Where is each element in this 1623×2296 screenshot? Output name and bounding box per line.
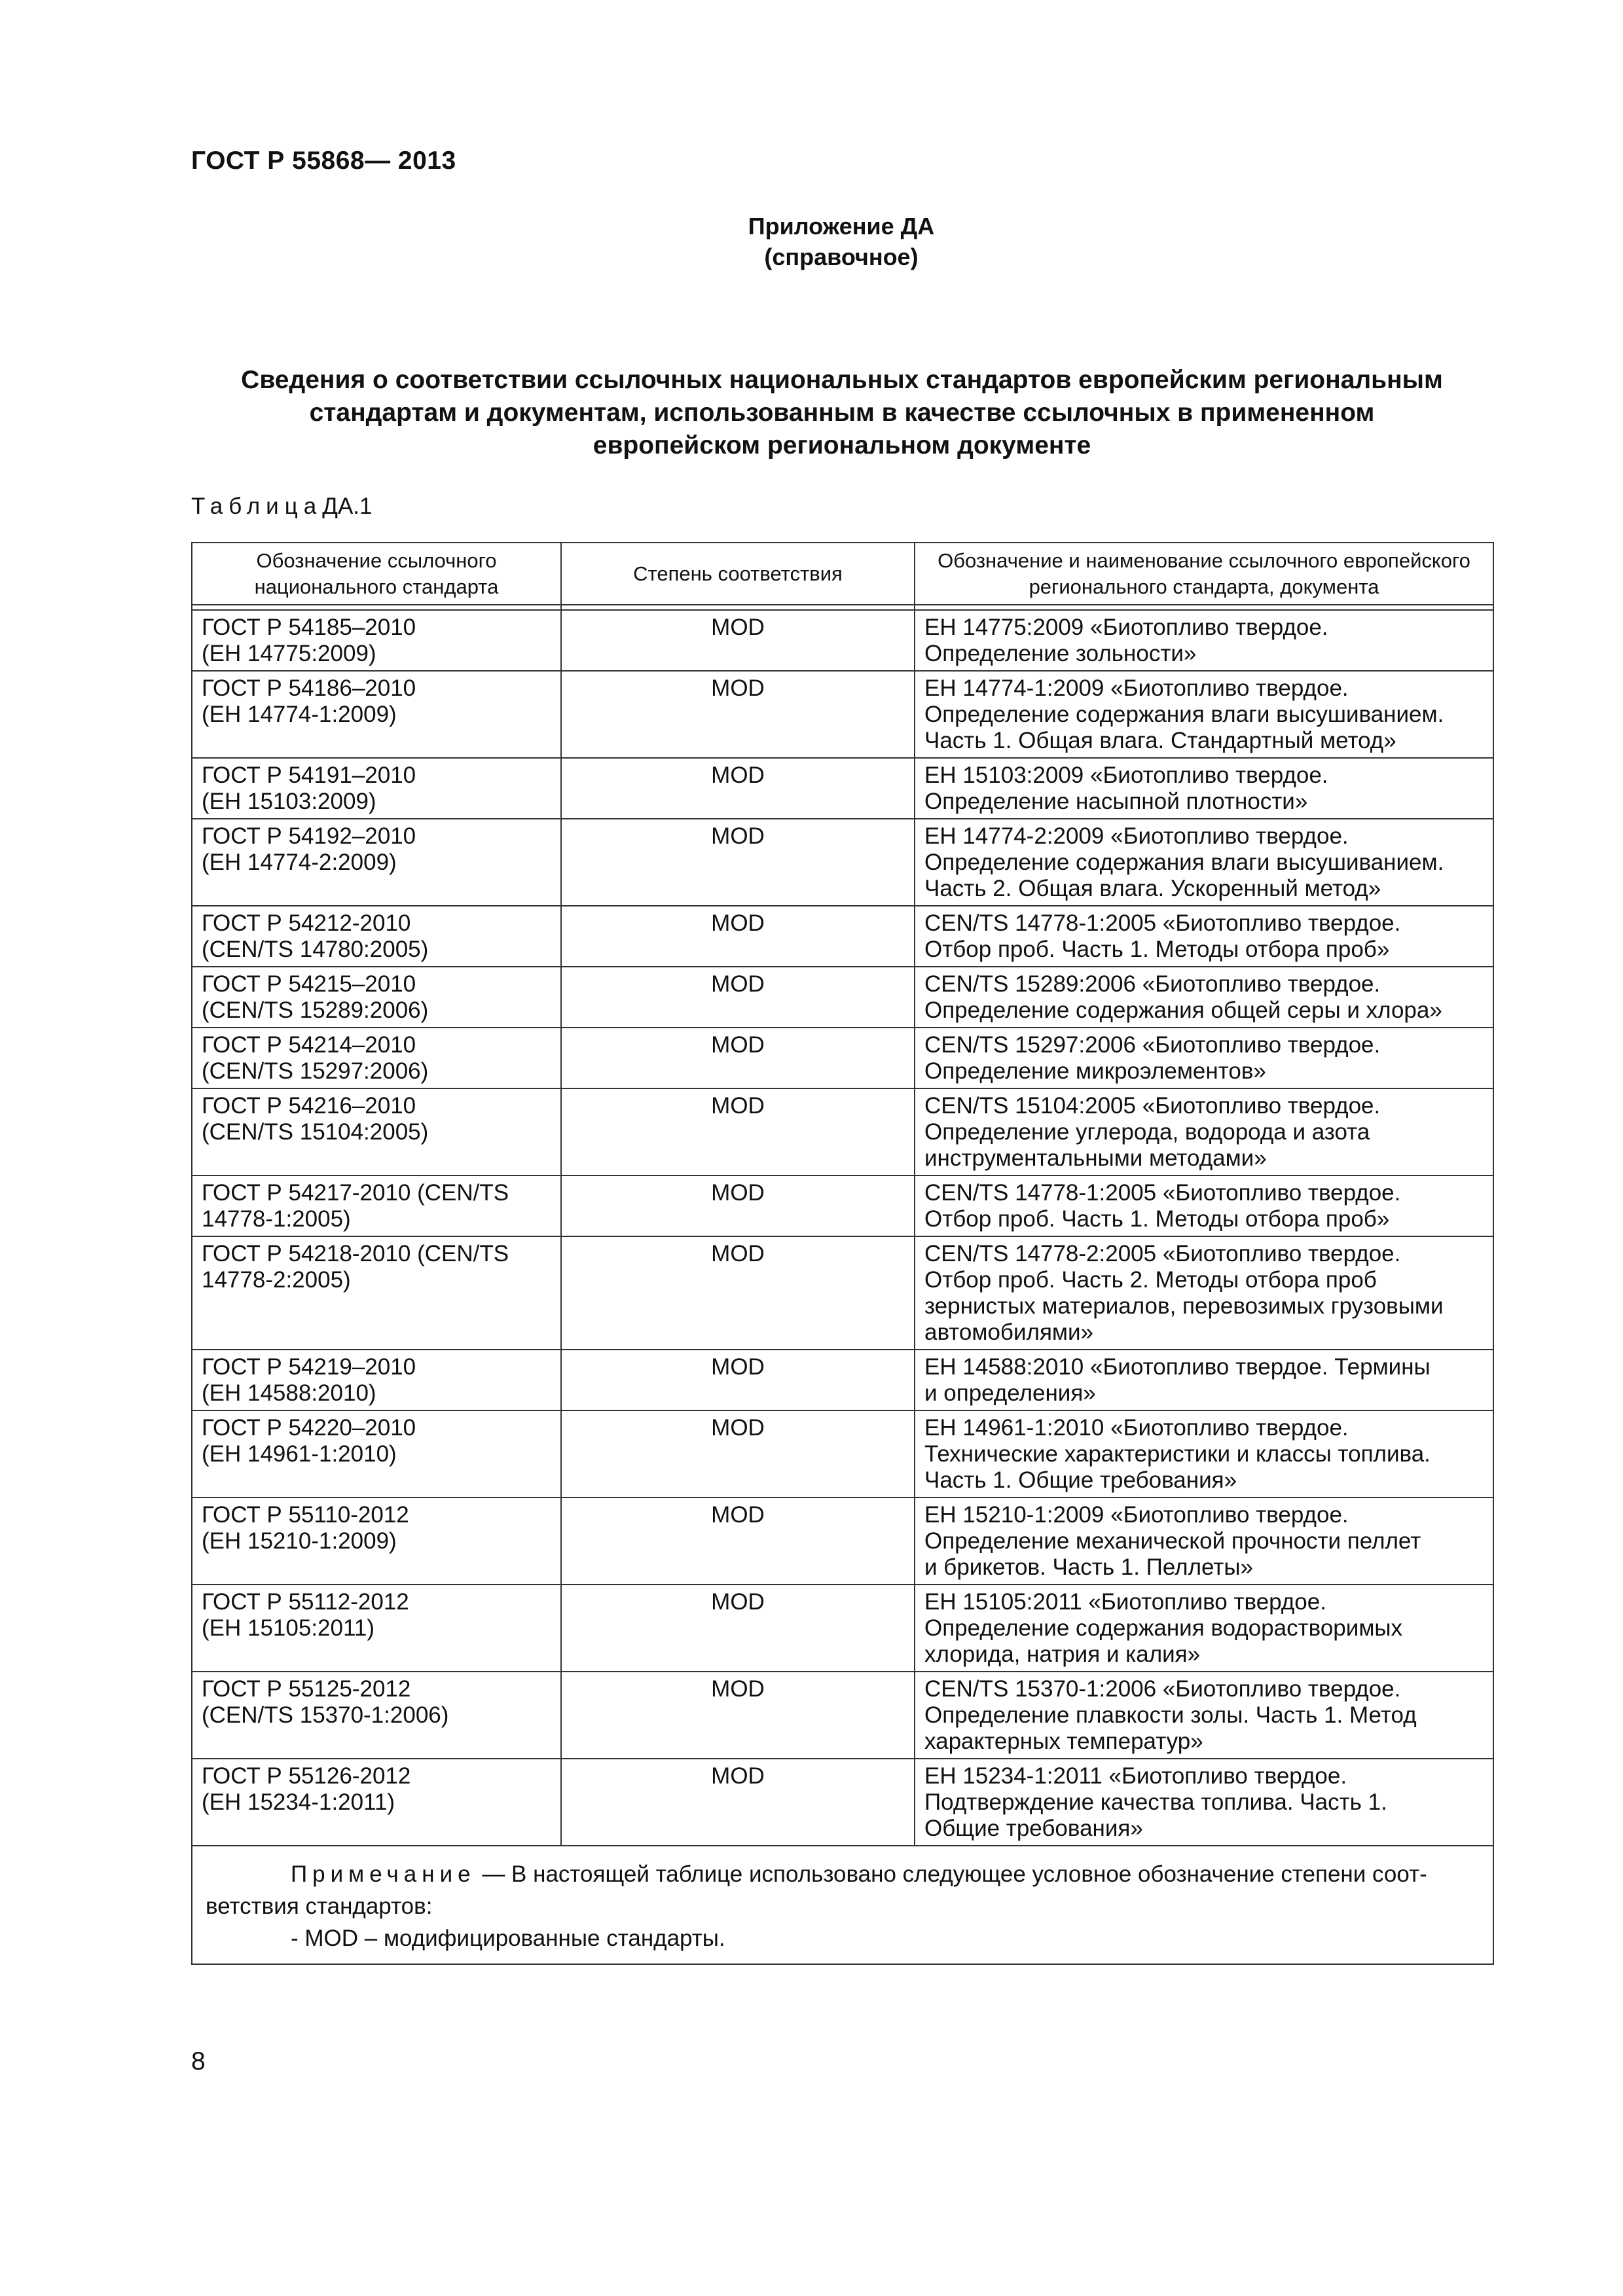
degree-cell: MOD [561, 671, 915, 758]
degree-cell: MOD [561, 1236, 915, 1350]
table-row [192, 1350, 1493, 1410]
table-row [192, 1236, 1493, 1350]
national-standard-cell: ГОСТ Р 54186–2010 (ЕН 14774-1:2009) [192, 671, 561, 758]
degree-cell: MOD [561, 758, 915, 819]
european-standard-cell: ЕН 15234-1:2011 «Биотопливо твердое. Подтверждение качества топлива. Часть 1. Общие требования» [915, 1759, 1493, 1846]
national-standard-cell: ГОСТ Р 54219–2010 (ЕН 14588:2010) [192, 1350, 561, 1410]
column-header-national: Обозначение ссылочного национального стандарта [192, 543, 561, 605]
degree-cell: MOD [561, 1498, 915, 1585]
document-code: ГОСТ Р 55868— 2013 [191, 147, 456, 175]
annex-title: Приложение ДА [748, 213, 935, 240]
table-row [192, 1410, 1493, 1498]
european-standard-cell: CEN/TS 14778-2:2005 «Биотопливо твердое. Отбор проб. Часть 2. Методы отбора проб зернистых материалов, перевозимых грузовыми автомобилями» [915, 1236, 1493, 1350]
section-title-line: Сведения о соответствии ссылочных национальных стандартов европейским региональным [241, 366, 1443, 394]
european-standard-cell: ЕН 14774-2:2009 «Биотопливо твердое. Определение содержания влаги высушиванием. Часть 2. Общая влага. Ускоренный метод» [915, 819, 1493, 906]
table-row [192, 1498, 1493, 1585]
european-standard-cell: CEN/TS 15297:2006 «Биотопливо твердое. Определение микроэлементов» [915, 1028, 1493, 1088]
table-caption [191, 493, 372, 520]
note-line: ветствия стандартов: [206, 1893, 433, 1919]
table-caption-word: Таблица [191, 493, 323, 519]
table-row [192, 1028, 1493, 1088]
degree-cell: MOD [561, 1088, 915, 1175]
section-title-line: европейском региональном документе [593, 431, 1091, 459]
national-standard-cell: ГОСТ Р 55126-2012 (ЕН 15234-1:2011) [192, 1759, 561, 1846]
page-number: 8 [191, 2047, 206, 2075]
national-standard-cell: ГОСТ Р 55110-2012 (ЕН 15210-1:2009) [192, 1498, 561, 1585]
national-standard-cell: ГОСТ Р 55112-2012 (ЕН 15105:2011) [192, 1585, 561, 1672]
national-standard-cell: ГОСТ Р 54216–2010 (CEN/TS 15104:2005) [192, 1088, 561, 1175]
national-standard-cell: ГОСТ Р 54212-2010 (CEN/TS 14780:2005) [192, 906, 561, 967]
section-title [191, 364, 1493, 462]
national-standard-cell: ГОСТ Р 54217-2010 (CEN/TS 14778-1:2005) [192, 1175, 561, 1236]
column-header-degree: Степень соответствия [561, 543, 915, 605]
european-standard-cell: ЕН 15105:2011 «Биотопливо твердое. Определение содержания водорастворимых хлорида, натрия и калия» [915, 1585, 1493, 1672]
table-note [192, 1846, 1493, 1964]
national-standard-cell: ГОСТ Р 54220–2010 (ЕН 14961-1:2010) [192, 1410, 561, 1498]
table-row [192, 819, 1493, 906]
european-standard-cell: ЕН 15103:2009 «Биотопливо твердое. Определение насыпной плотности» [915, 758, 1493, 819]
note-line [206, 1858, 1480, 1890]
european-standard-cell: CEN/TS 15104:2005 «Биотопливо твердое. Определение углерода, водорода и азота инструментальными методами» [915, 1088, 1493, 1175]
national-standard-cell: ГОСТ Р 54192–2010 (ЕН 14774-2:2009) [192, 819, 561, 906]
correspondence-table [191, 542, 1494, 1965]
table-row [192, 1175, 1493, 1236]
european-standard-cell: ЕН 14775:2009 «Биотопливо твердое. Определение зольности» [915, 610, 1493, 671]
degree-cell: MOD [561, 1759, 915, 1846]
table-row [192, 1759, 1493, 1846]
national-standard-cell: ГОСТ Р 54215–2010 (CEN/TS 15289:2006) [192, 967, 561, 1028]
european-standard-cell: CEN/TS 14778-1:2005 «Биотопливо твердое. Отбор проб. Часть 1. Методы отбора проб» [915, 906, 1493, 967]
header-separator [192, 605, 1493, 610]
table-row [192, 758, 1493, 819]
degree-cell: MOD [561, 1028, 915, 1088]
degree-cell: MOD [561, 906, 915, 967]
national-standard-cell: ГОСТ Р 55125-2012 (CEN/TS 15370-1:2006) [192, 1672, 561, 1759]
annex-subtitle: (справочное) [764, 243, 919, 270]
table-row [192, 1672, 1493, 1759]
degree-cell: MOD [561, 1350, 915, 1410]
european-standard-cell: ЕН 15210-1:2009 «Биотопливо твердое. Определение механической прочности пеллет и брикетов. Часть 1. Пеллеты» [915, 1498, 1493, 1585]
table-header-row [192, 543, 1493, 605]
section-title-line: стандартам и документам, использованным в качестве ссылочных в примененном [309, 399, 1375, 427]
national-standard-cell: ГОСТ Р 54214–2010 (CEN/TS 15297:2006) [192, 1028, 561, 1088]
degree-cell: MOD [561, 610, 915, 671]
degree-cell: MOD [561, 1672, 915, 1759]
national-standard-cell: ГОСТ Р 54191–2010 (ЕН 15103:2009) [192, 758, 561, 819]
national-standard-cell: ГОСТ Р 54185–2010 (ЕН 14775:2009) [192, 610, 561, 671]
table-row [192, 610, 1493, 671]
table-note-row [192, 1846, 1493, 1964]
degree-cell: MOD [561, 1585, 915, 1672]
note-text: — В настоящей таблице использовано следующее условное обозначение степени соот- [475, 1861, 1427, 1887]
table-body [192, 610, 1493, 1846]
degree-cell: MOD [561, 1175, 915, 1236]
table-caption-number: ДА.1 [322, 493, 373, 519]
european-standard-cell: CEN/TS 14778-1:2005 «Биотопливо твердое. Отбор проб. Часть 1. Методы отбора проб» [915, 1175, 1493, 1236]
note-line: - MOD – модифицированные стандарты. [291, 1926, 725, 1951]
european-standard-cell: CEN/TS 15289:2006 «Биотопливо твердое. Определение содержания общей серы и хлора» [915, 967, 1493, 1028]
european-standard-cell: ЕН 14774-1:2009 «Биотопливо твердое. Определение содержания влаги высушиванием. Часть 1. Общая влага. Стандартный метод» [915, 671, 1493, 758]
european-standard-cell: CEN/TS 15370-1:2006 «Биотопливо твердое. Определение плавкости золы. Часть 1. Метод характерных температур» [915, 1672, 1493, 1759]
table-row [192, 671, 1493, 758]
degree-cell: MOD [561, 1410, 915, 1498]
degree-cell: MOD [561, 819, 915, 906]
table-row [192, 1585, 1493, 1672]
annex-heading [0, 211, 1623, 272]
table-row [192, 906, 1493, 967]
table-row [192, 1088, 1493, 1175]
note-lead: Примечание [291, 1861, 476, 1887]
degree-cell: MOD [561, 967, 915, 1028]
national-standard-cell: ГОСТ Р 54218-2010 (CEN/TS 14778-2:2005) [192, 1236, 561, 1350]
european-standard-cell: ЕН 14961-1:2010 «Биотопливо твердое. Технические характеристики и классы топлива. Часть 1. Общие требования» [915, 1410, 1493, 1498]
european-standard-cell: ЕН 14588:2010 «Биотопливо твердое. Термины и определения» [915, 1350, 1493, 1410]
table-row [192, 967, 1493, 1028]
column-header-european: Обозначение и наименование ссылочного европейского регионального стандарта, документа [915, 543, 1493, 605]
